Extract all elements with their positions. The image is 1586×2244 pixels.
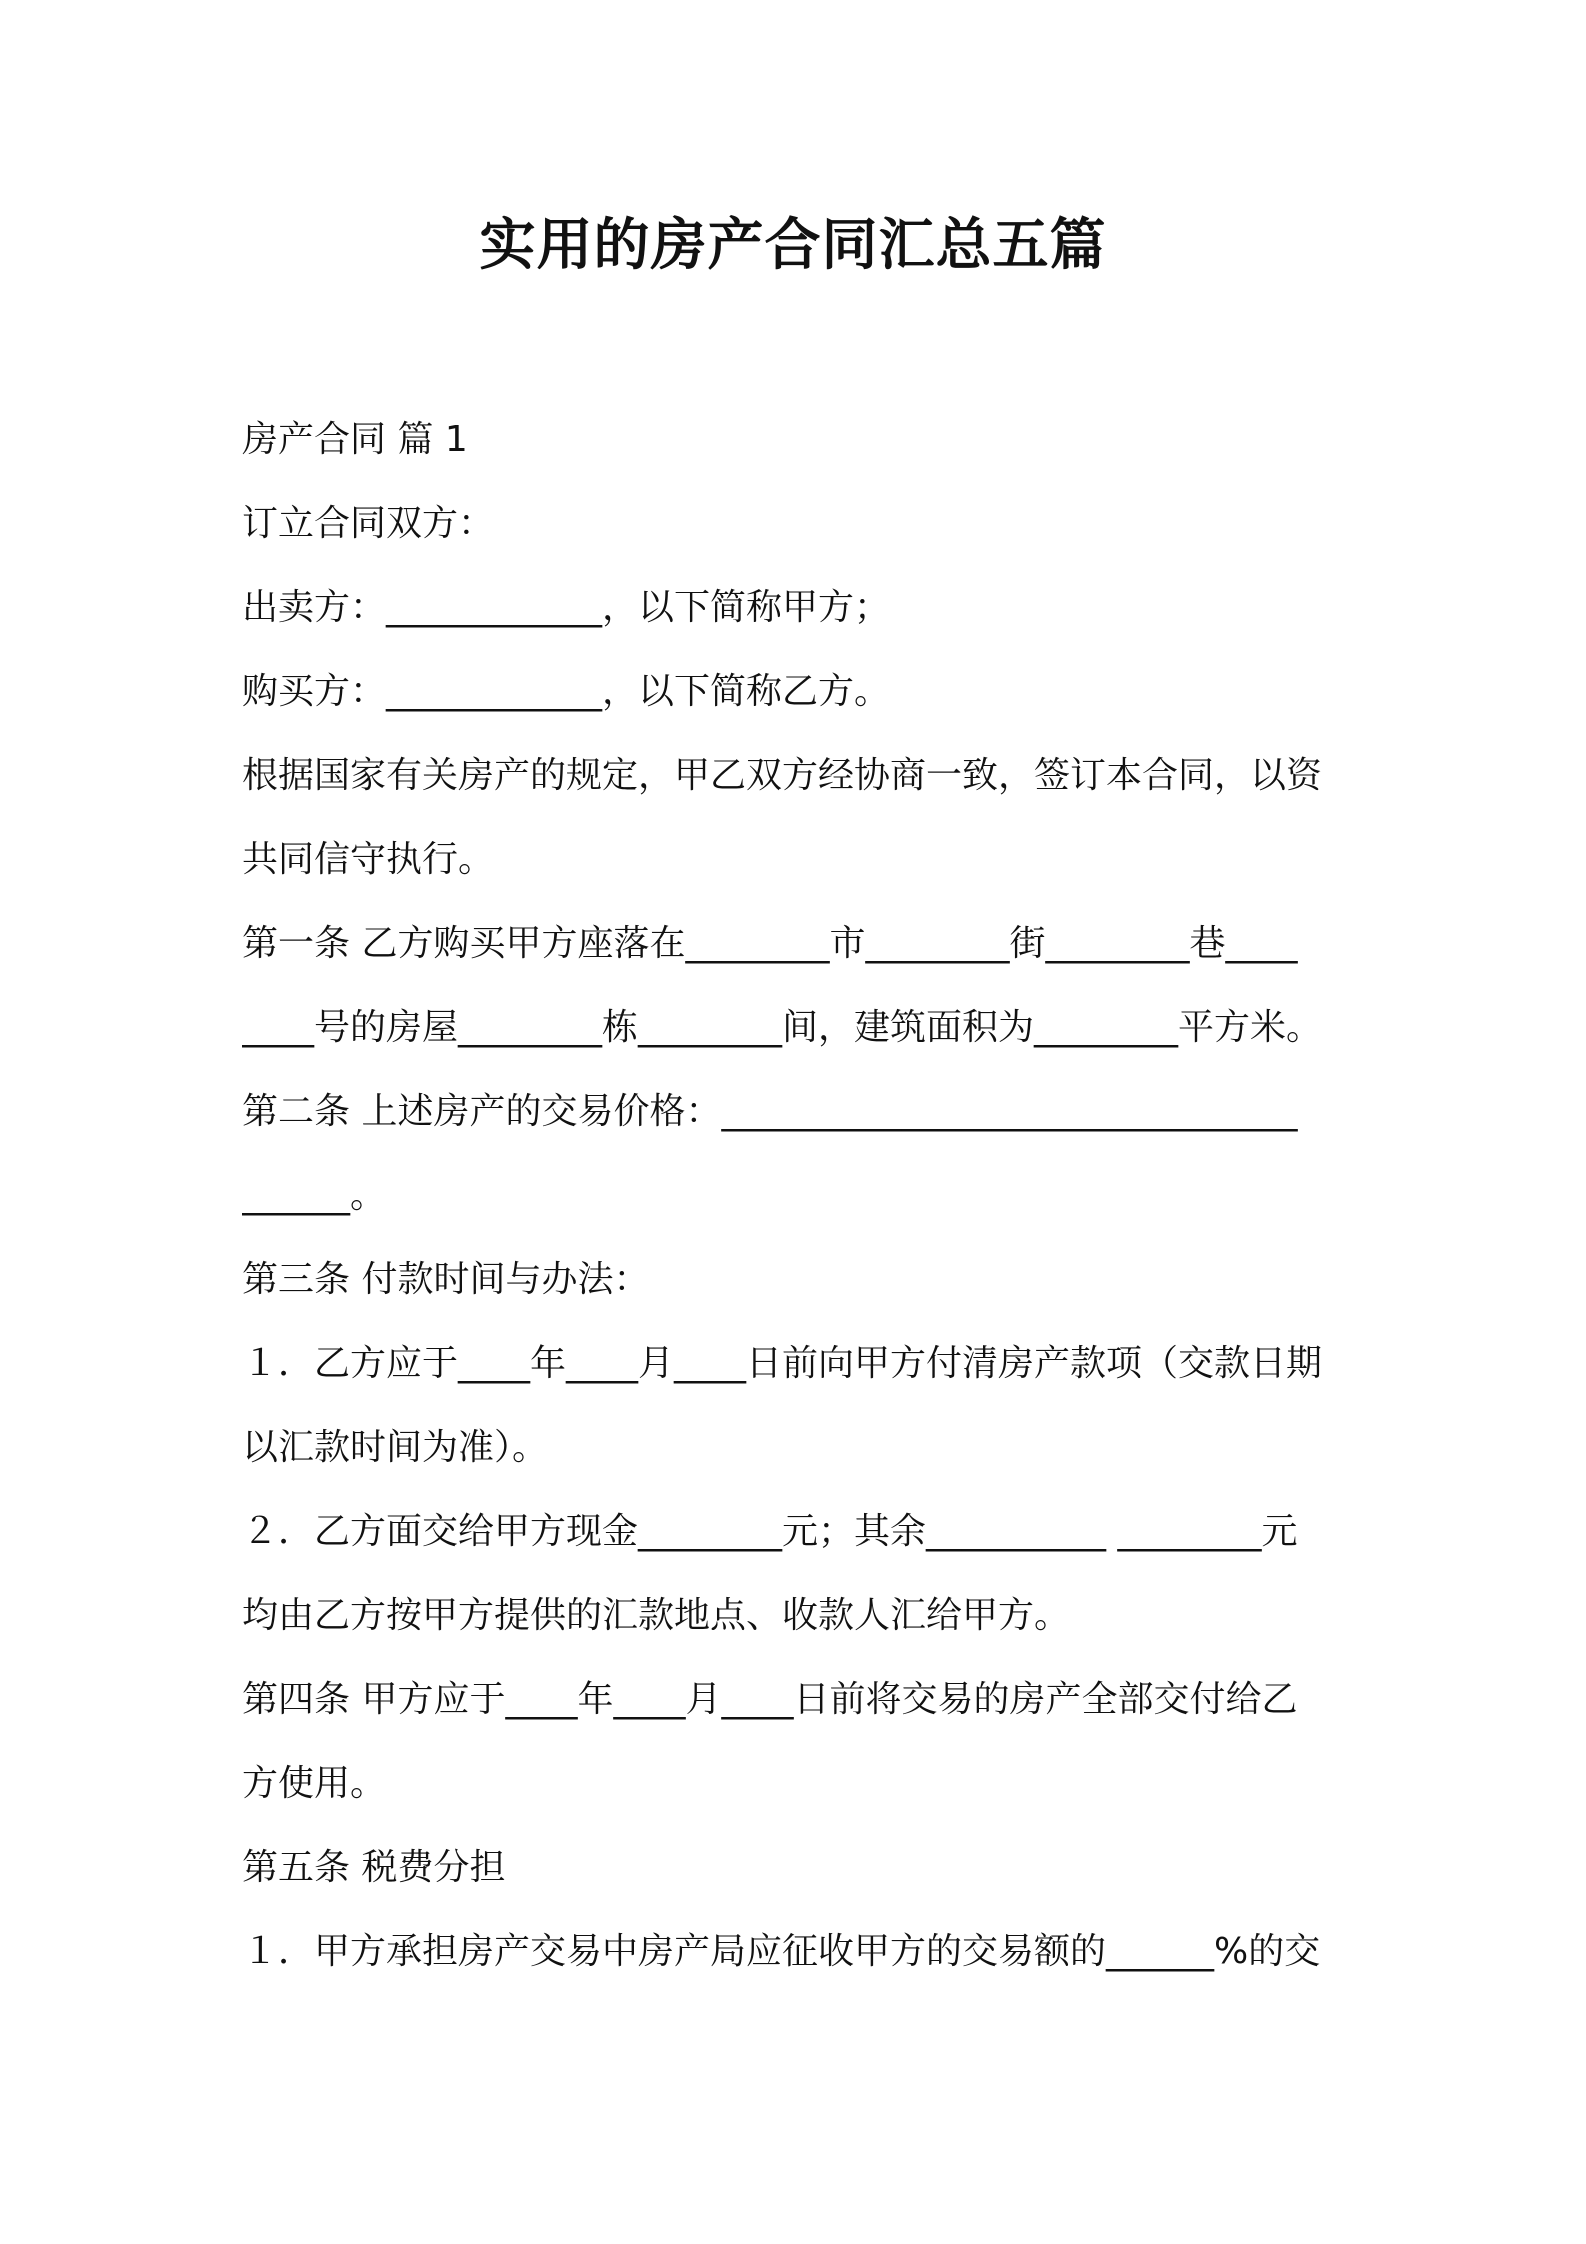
paragraph-line: ______。 xyxy=(242,1175,387,1216)
paragraph-line: 第三条 付款时间与办法： xyxy=(242,1259,650,1300)
paragraph-line: 订立合同双方： xyxy=(242,503,495,544)
paragraph-line: 共同信守执行。 xyxy=(242,839,495,880)
paragraph-line: １．甲方承担房产交易中房产局应征收甲方的交易额的______%的交 xyxy=(242,1931,1321,1972)
section-heading: 房产合同 篇 1 xyxy=(242,419,468,460)
paragraph-line: 方使用。 xyxy=(242,1763,387,1804)
paragraph-line: ２．乙方面交给甲方现金________元；其余__________ ________元 xyxy=(242,1511,1298,1552)
paragraph-line: 第一条 乙方购买甲方座落在________市________街________巷____ xyxy=(242,923,1298,964)
paragraph-line: 根据国家有关房产的规定，甲乙双方经协商一致，签订本合同，以资 xyxy=(242,755,1323,796)
paragraph-line: 购买方：____________，以下简称乙方。 xyxy=(242,671,891,712)
paragraph-line: 以汇款时间为准）。 xyxy=(242,1427,549,1468)
paragraph-line: ____号的房屋________栋________间，建筑面积为________平方米。 xyxy=(242,1007,1323,1048)
paragraph-line: 均由乙方按甲方提供的汇款地点、收款人汇给甲方。 xyxy=(242,1595,1071,1636)
paragraph-line: １．乙方应于____年____月____日前向甲方付清房产款项（交款日期 xyxy=(242,1343,1323,1384)
paragraph-line: 第四条 甲方应于____年____月____日前将交易的房产全部交付给乙 xyxy=(242,1679,1298,1720)
paragraph-line: 第二条 上述房产的交易价格：________________________________ xyxy=(242,1091,1298,1132)
paragraph-line: 出卖方：____________，以下简称甲方； xyxy=(242,587,891,628)
paragraph-line: 第五条 税费分担 xyxy=(242,1847,506,1888)
document-title: 实用的房产合同汇总五篇 xyxy=(479,213,1107,278)
